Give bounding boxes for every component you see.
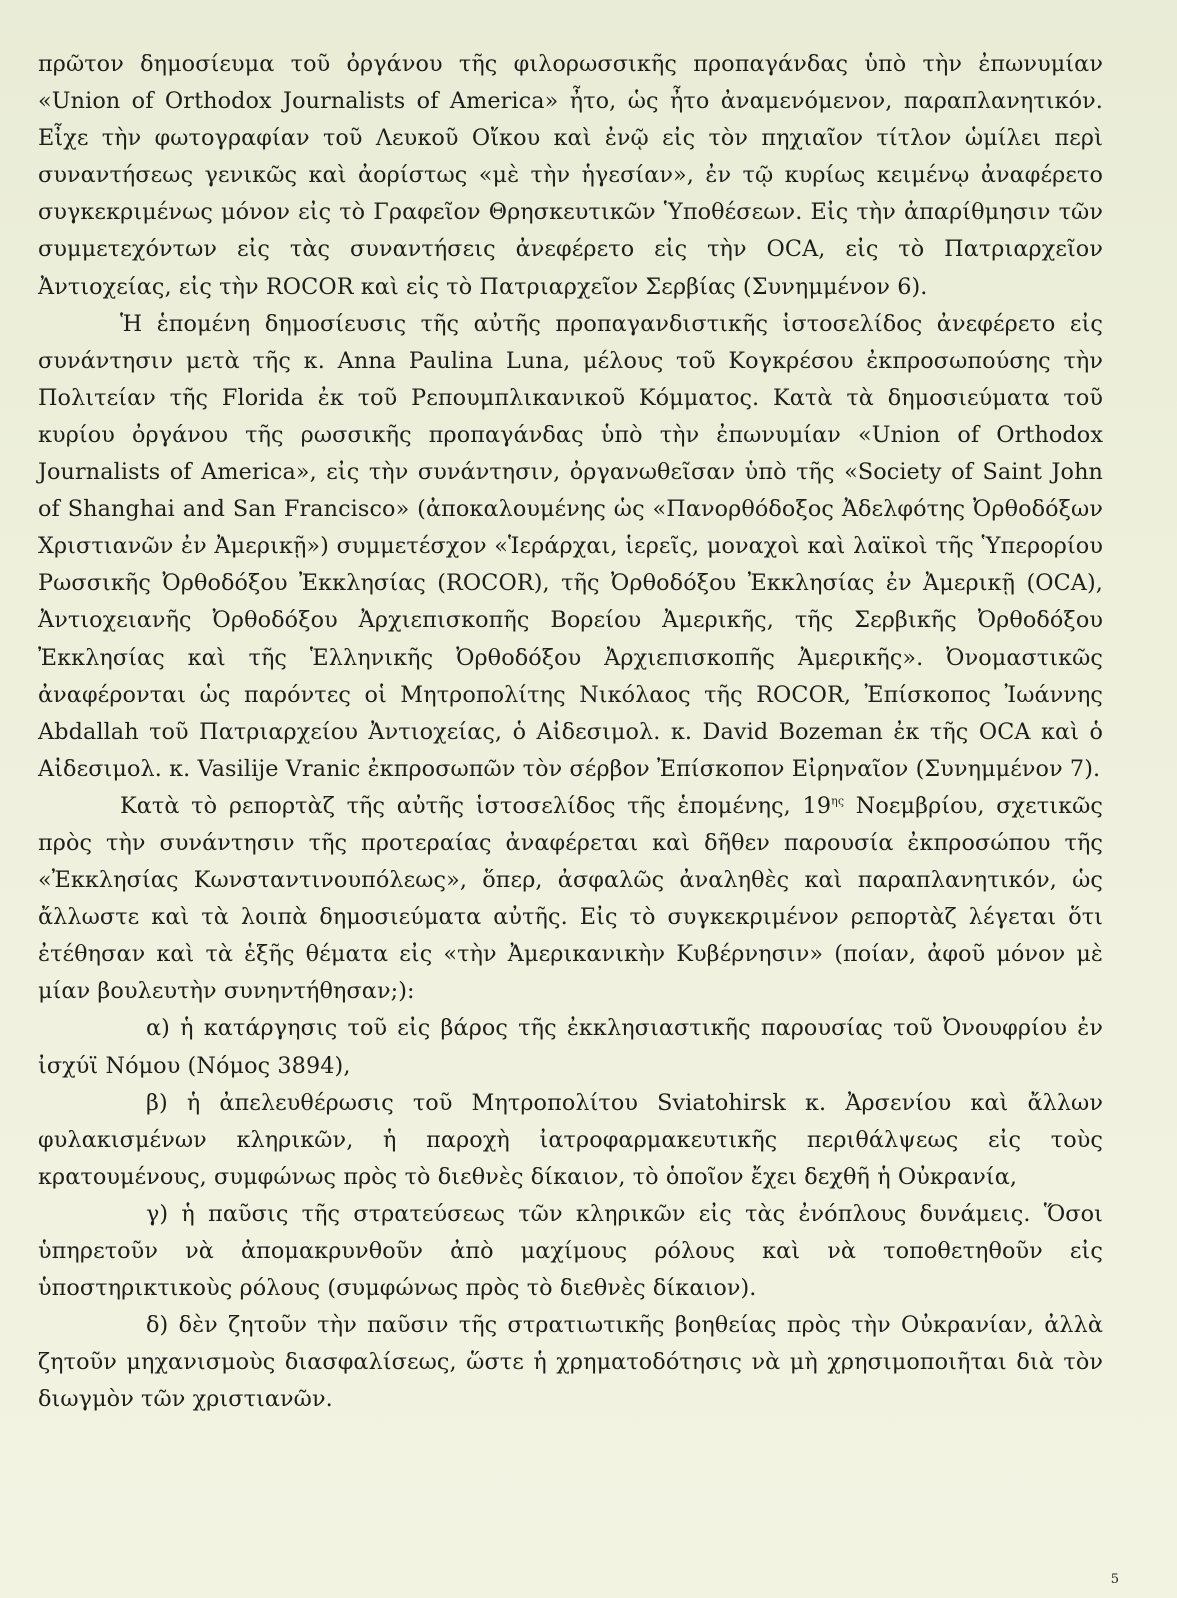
- list-item-b: β) ἡ ἀπελευθέρωσις τοῦ Μητροπολίτου Sviatohirsk κ. Ἀρσενίου καὶ ἄλλων φυλακισμένων κληρικῶν, ἡ παροχὴ ἰατροφαρμακευτικῆς περιθάλψεως εἰς τοὺς κρατουμένους, συμφώνως πρὸς τὸ διεθνὲς δίκαιον, τὸ ὁποῖον ἔχει δεχθῆ ἡ Οὐκρανία,: [38, 1089, 1103, 1190]
- page-number: 5: [1110, 1572, 1119, 1587]
- paragraph-report: [38, 788, 1103, 1011]
- paragraph-second-publication: Ἡ ἑπομένη δημοσίευσις τῆς αὐτῆς προπαγανδιστικῆς ἱστοσελίδος ἀνεφέρετο εἰς συνάντησιν μετὰ τῆς κ. Anna Paulina Luna, μέλους τοῦ Κογκρέσου ἐκπροσωπούσης τὴν Πολιτείαν τῆς Florida ἐκ τοῦ Ρεπουμπλικανικοῦ Κόμματος. Κατὰ τὰ δημοσιεύματα τοῦ κυρίου ὀργάνου τῆς ρωσσικῆς προπαγάνδας ὑπὸ τὴν ἐπωνυμίαν «Union of Orthodox Journalists of America», εἰς τὴν συνάντησιν, ὀργανωθεῖσαν ὑπὸ τῆς «Society of Saint John of Shanghai and San Francisco» (ἀποκαλουμένης ὡς «Πανορθόδοξος Ἀδελφότης Ὀρθοδόξων Χριστιανῶν ἐν Ἀμερικῇ») συμμετέσχον «Ἱεράρχαι, ἱερεῖς, μοναχοὶ καὶ λαϊκοὶ τῆς Ὑπερορίου Ρωσσικῆς Ὀρθοδόξου Ἐκκλησίας (ROCOR), τῆς Ὀρθοδόξου Ἐκκλησίας ἐν Ἀμερικῇ (OCA), Ἀντιοχειανῆς Ὀρθοδόξου Ἀρχιεπισκοπῆς Βορείου Ἀμερικῆς, τῆς Σερβικῆς Ὀρθοδόξου Ἐκκλησίας καὶ τῆς Ἑλληνικῆς Ὀρθοδόξου Ἀρχιεπισκοπῆς Ἀμερικῆς». Ὀνομαστικῶς ἀναφέρονται ὡς παρόντες οἱ Μητροπολίτης Νικόλαος τῆς ROCOR, Ἐπίσκοπος Ἰωάννης Abdallah τοῦ Πατριαρχείου Ἀντιοχείας, ὁ Αἰδεσιμολ. κ. David Bozeman ἐκ τῆς OCA καὶ ὁ Αἰδεσιμολ. κ. Vasilije Vranic ἐκπροσωπῶν τὸν σέρβον Ἐπίσκοπον Εἰρηναῖον (Συνημμένον 7).: [38, 310, 1103, 782]
- list-item-c: γ) ἡ παῦσις τῆς στρατεύσεως τῶν κληρικῶν εἰς τὰς ἐνόπλους δυνάμεις. Ὅσοι ὑπηρετοῦν νὰ ἀπομακρυνθοῦν ἀπὸ μαχίμους ρόλους καὶ νὰ τοποθετηθοῦν εἰς ὑποστηρικτικοὺς ρόλους (συμφώνως πρὸς τὸ διεθνὲς δίκαιον).: [38, 1200, 1103, 1302]
- paragraph-continuation: πρῶτον δημοσίευμα τοῦ ὀργάνου τῆς φιλορωσσικῆς προπαγάνδας ὑπὸ τὴν ἐπωνυμίαν «Union of Orthodox Journalists of America» ἦτο, ὡς ἦτο ἀναμενόμενον, παραπλανητικόν. Εἶχε τὴν φωτογραφίαν τοῦ Λευκοῦ Οἴκου καὶ ἐνῷ εἰς τὸν πηχιαῖον τίτλον ὡμίλει περὶ συναντήσεως γενικῶς καὶ ἀορίστως «μὲ τὴν ἡγεσίαν», ἐν τῷ κυρίως κειμένῳ ἀναφέρετο συγκεκριμένως μόνον εἰς τὸ Γραφεῖον Θρησκευτικῶν Ὑποθέσεων. Εἰς τὴν ἀπαρίθμησιν τῶν συμμετεχόντων εἰς τὰς συναντήσεις ἀνεφέρετο εἰς τὴν OCA, εἰς τὸ Πατριαρχεῖον Ἀντιοχείας, εἰς τὴν ROCOR καὶ εἰς τὸ Πατριαρχεῖον Σερβίας (Συνημμένον 6).: [38, 51, 1103, 300]
- list-item-d: δ) δὲν ζητοῦν τὴν παῦσιν τῆς στρατιωτικῆς βοηθείας πρὸς τὴν Οὐκρανίαν, ἀλλὰ ζητοῦν μηχανισμοὺς διασφαλίσεως, ὥστε ἡ χρηματοδότησις νὰ μὴ χρησιμοποιῆται διὰ τὸν διωγμὸν τῶν χριστιανῶν.: [38, 1312, 1103, 1413]
- ordinal-superscript: ης: [831, 794, 845, 808]
- list-item-a: α) ἡ κατάργησις τοῦ εἰς βάρος τῆς ἐκκλησιαστικῆς παρουσίας τοῦ Ὀνουφρίου ἐν ἰσχύϊ Νόμου (Νόμος 3894),: [38, 1015, 1103, 1079]
- report-text-start: Κατὰ τὸ ρεπορτὰζ τῆς αὐτῆς ἱστοσελίδος τῆς ἑπομένης, 19: [120, 792, 832, 819]
- report-text-rest: Νοεμβρίου, σχετικῶς πρὸς τὴν συνάντησιν τῆς προτεραίας ἀναφέρεται καὶ δῆθεν παρουσία ἐκπροσώπου τῆς «Ἐκκλησίας Κωνσταντινουπόλεως», ὅπερ, ἀσφαλῶς ἀναληθὲς καὶ παραπλανητικόν, ὡς ἄλλωστε καὶ τὰ λοιπὰ δημοσιεύματα αὐτῆς. Εἰς τὸ συγκεκριμένον ρεπορτὰζ λέγεται ὅτι ἐτέθησαν καὶ τὰ ἑξῆς θέματα εἰς «τὴν Ἀμερικανικὴν Κυβέρνησιν» (ποίαν, ἀφοῦ μόνον μὲ μίαν βουλευτὴν συνηντήθησαν;):: [38, 792, 1103, 1005]
- body-text: [38, 46, 1103, 1418]
